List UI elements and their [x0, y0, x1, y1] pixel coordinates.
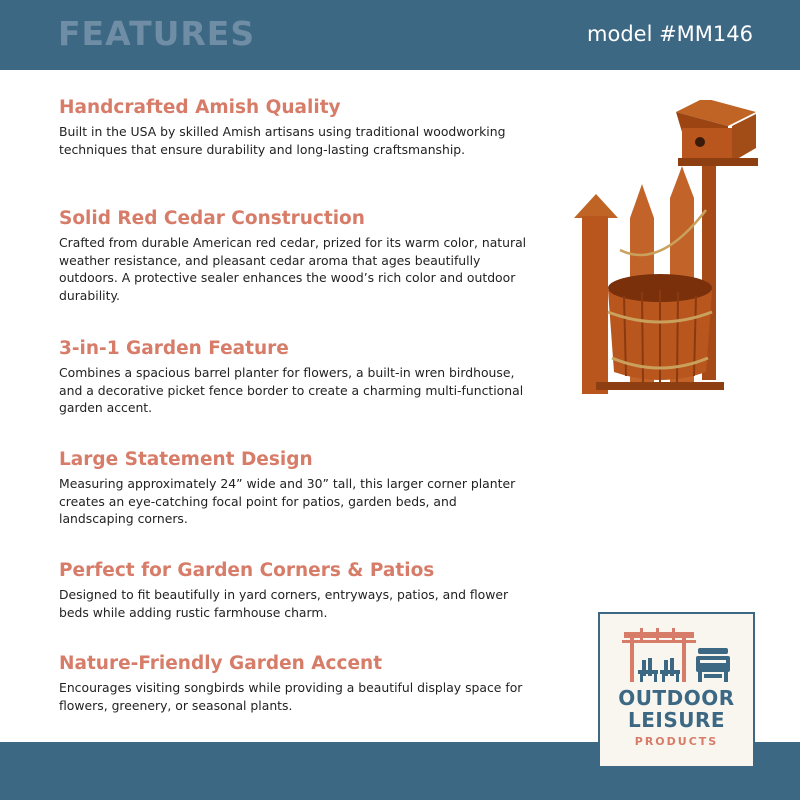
- model-number: model #MM146: [587, 22, 753, 46]
- feature-item: [59, 96, 529, 158]
- page-title: FEATURES: [58, 14, 256, 53]
- feature-description: Combines a spacious barrel planter for flowers, a built-in wren birdhouse, and a decorative picket fence border to create a charming multi-functional garden accent.: [59, 365, 524, 415]
- logo-text-products: PRODUCTS: [634, 735, 719, 748]
- feature-heading: Perfect for Garden Corners & Patios: [59, 560, 435, 581]
- product-image: [560, 100, 760, 420]
- feature-item: [59, 337, 529, 417]
- logo-text-outdoor: OUTDOOR: [618, 686, 735, 710]
- feature-description: Crafted from durable American red cedar, prized for its warm color, natural weather resistance, and pleasant cedar aroma that ages beautifully outdoors. A protective sealer enhances the wood’s rich color and outdoor durability.: [59, 235, 527, 303]
- pergola-icon: [620, 626, 735, 686]
- feature-heading: Nature-Friendly Garden Accent: [59, 653, 383, 674]
- feature-item: [59, 448, 529, 528]
- feature-heading: 3-in-1 Garden Feature: [59, 338, 289, 359]
- brand-logo: [598, 612, 755, 768]
- feature-description: Built in the USA by skilled Amish artisans using traditional woodworking techniques that ensure durability and long-lasting craftsmanship.: [59, 124, 506, 157]
- feature-item: [59, 207, 529, 304]
- feature-description: Measuring approximately 24” wide and 30” tall, this larger corner planter creates an eye-catching focal point for patios, garden beds, and landscaping corners.: [59, 476, 516, 526]
- feature-description: Encourages visiting songbirds while providing a beautiful display space for flowers, greenery, or seasonal plants.: [59, 680, 523, 713]
- feature-description: Designed to fit beautifully in yard corners, entryways, patios, and flower beds while adding rustic farmhouse charm.: [59, 587, 509, 620]
- feature-item: [59, 652, 529, 714]
- logo-text-leisure: LEISURE: [627, 708, 726, 732]
- feature-heading: Large Statement Design: [59, 449, 313, 470]
- grill-icon: [696, 648, 730, 682]
- feature-heading: Solid Red Cedar Construction: [59, 208, 365, 229]
- header-bar: [0, 0, 800, 70]
- feature-item: [59, 559, 529, 621]
- feature-heading: Handcrafted Amish Quality: [59, 97, 341, 118]
- cedar-planter-illustration: [574, 100, 758, 394]
- adirondack-chair-icon: [638, 658, 680, 682]
